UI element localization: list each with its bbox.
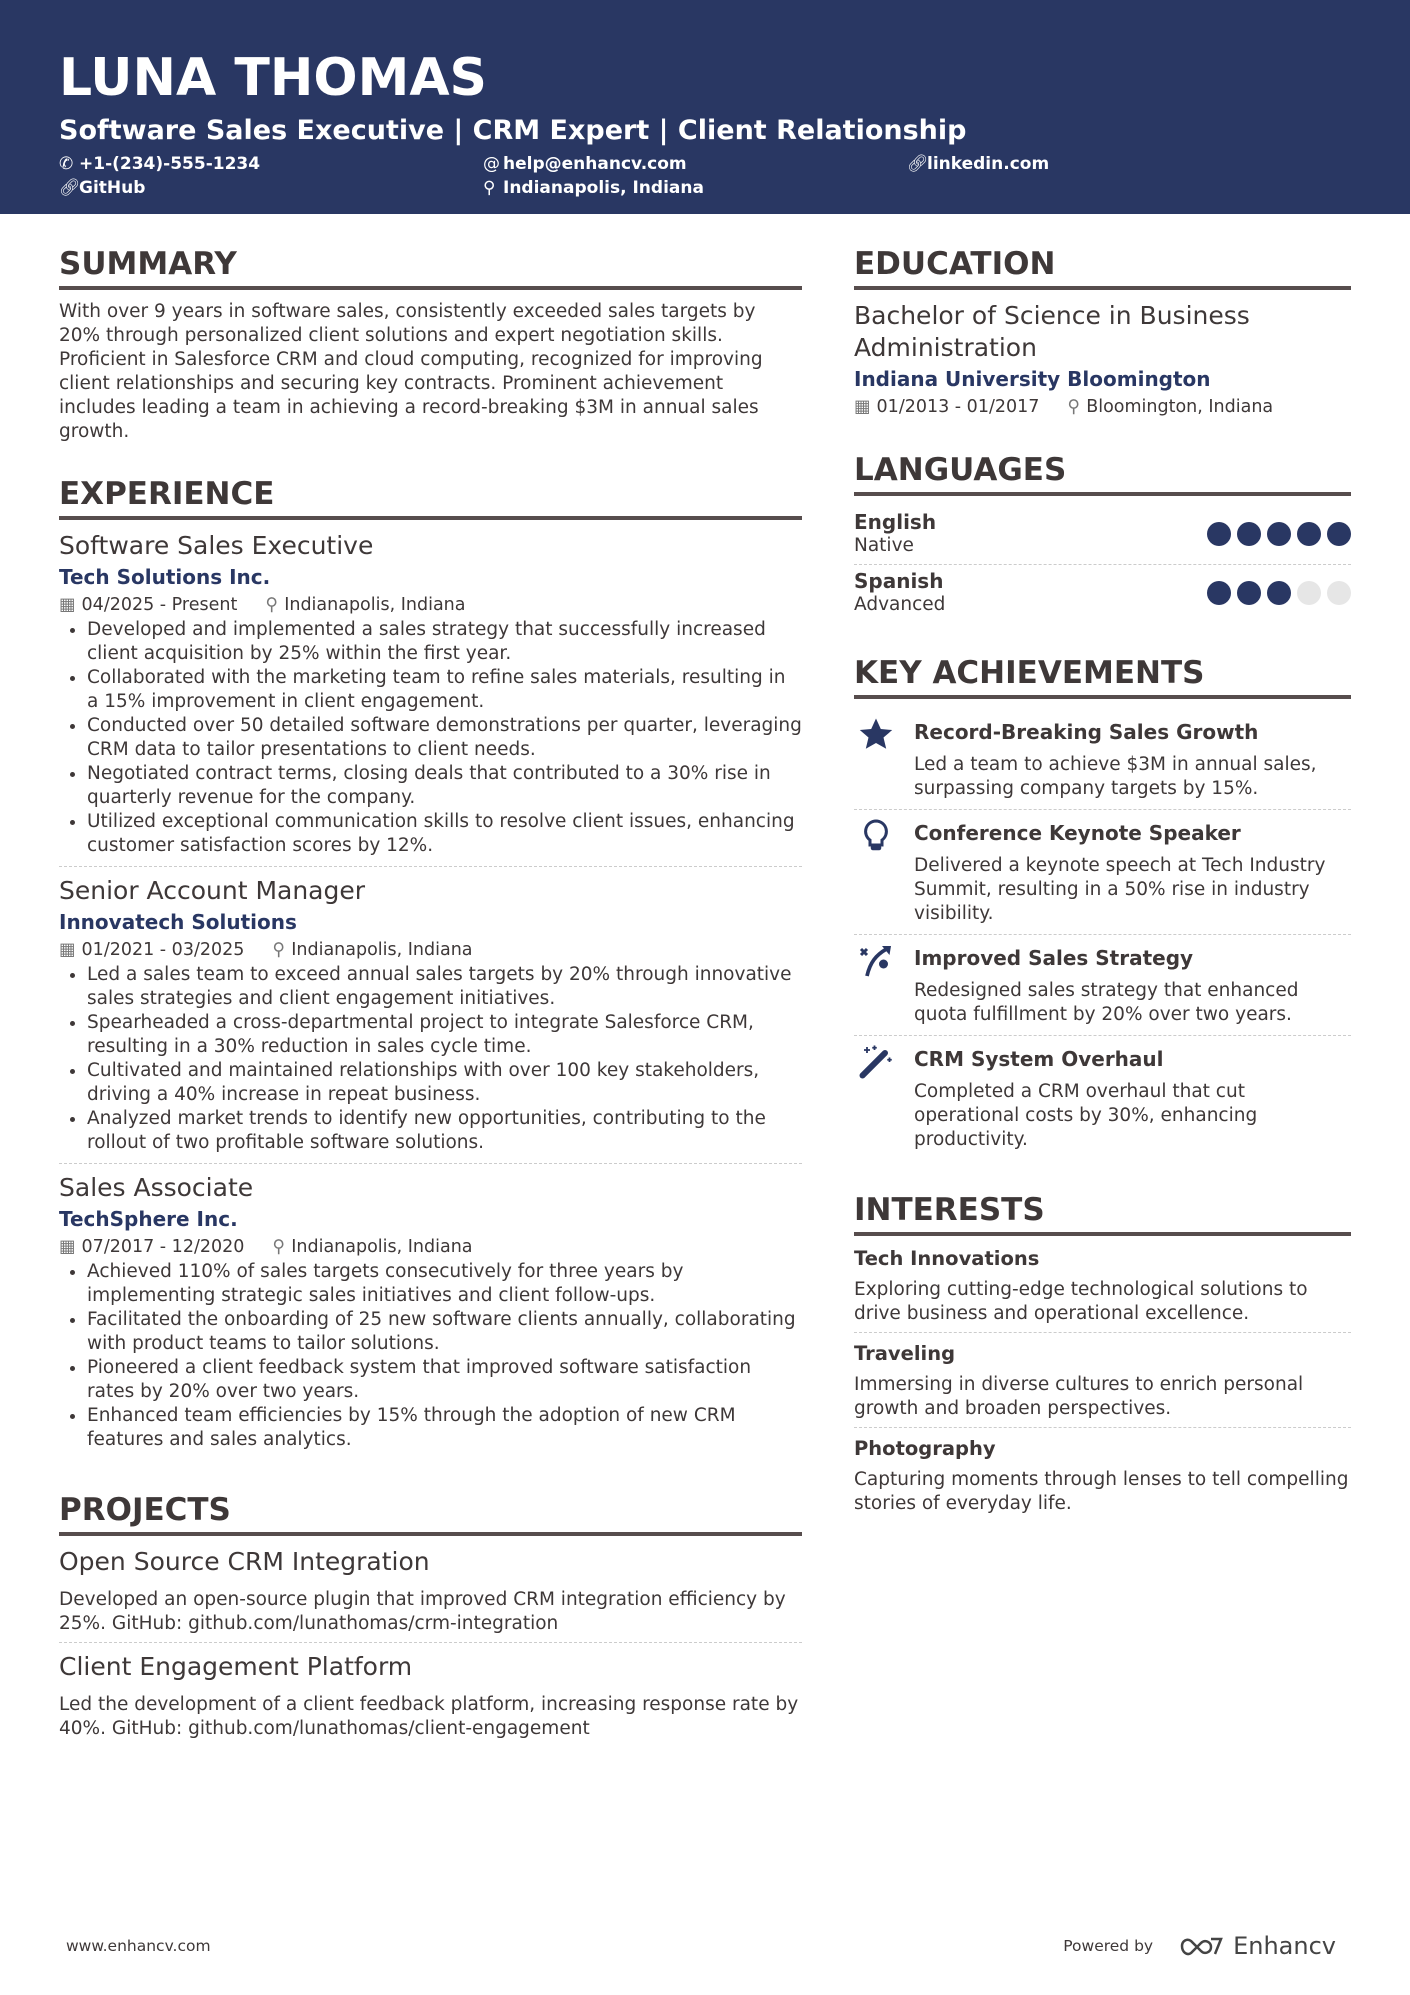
contact-list xyxy=(59,154,1351,198)
bullet-item: • Developed and implemented a sales strategy that successfully increased client acquisition by 25% within the first year. xyxy=(87,618,802,666)
achievement-title: Record-Breaking Sales Growth xyxy=(914,720,1259,744)
bullet-item: • Facilitated the onboarding of 25 new software clients annually, collaborating with product teams to tailor solutions. xyxy=(87,1308,802,1356)
enhancv-logo[interactable]: Enhancv xyxy=(1179,1932,1336,1960)
section-title: KEY ACHIEVEMENTS xyxy=(854,653,1351,699)
interest-description: Immersing in diverse cultures to enrich personal growth and broaden perspectives. xyxy=(854,1374,1304,1419)
school: Indiana University Bloomington xyxy=(854,367,1211,391)
rating-dot xyxy=(1297,522,1321,546)
languages-section xyxy=(854,450,1351,623)
achievement-description: Completed a CRM overhaul that cut operational costs by 30%, enhancing productivity. xyxy=(914,1081,1258,1150)
bullet-list xyxy=(87,1260,802,1452)
location-icon: ⚲ xyxy=(1067,397,1081,417)
bullet-item: • Cultivated and maintained relationships with over 100 key stakeholders, driving a 40% increase in repeat business. xyxy=(87,1059,802,1107)
experience-item xyxy=(59,1172,802,1460)
strategy-icon xyxy=(854,943,914,1027)
website-link[interactable]: www.enhancv.com xyxy=(66,1937,211,1955)
rating-dot xyxy=(1297,581,1321,605)
location-icon: ⚲ xyxy=(272,940,286,960)
job-title: Software Sales Executive xyxy=(59,531,374,560)
experience-item xyxy=(59,530,802,867)
location-icon: ⚲ xyxy=(272,1237,286,1257)
language-item xyxy=(854,565,1351,623)
language-item xyxy=(854,506,1351,565)
job-title: Senior Account Manager xyxy=(59,876,366,905)
bullet-item: • Negotiated contract terms, closing deals that contributed to a 30% rise in quarterly revenue for the company. xyxy=(87,762,802,810)
resume-header xyxy=(0,0,1410,214)
candidate-name: LUNA THOMAS xyxy=(59,48,488,108)
summary-text: With over 9 years in software sales, consistently exceeded sales targets by 20% through personalized client solutions and expert negotiation skills. Proficient in Salesforce CRM and cloud computing, recognized for improving client relationships and securing key contracts. Prominent achievement includes leading a team in achieving a record-breaking $3M in annual sales growth. xyxy=(59,301,763,442)
achievement-title: CRM System Overhaul xyxy=(914,1047,1164,1071)
company-name: Tech Solutions Inc. xyxy=(59,565,271,589)
bullet-item: • Conducted over 50 detailed software demonstrations per quarter, leveraging CRM data to tailor presentations to client needs. xyxy=(87,714,802,762)
contact-phone[interactable]: ✆ +1-(234)-555-1234 xyxy=(59,154,261,174)
education-section xyxy=(854,244,1351,420)
language-name: English xyxy=(854,510,937,534)
contact-location: ⚲ Indianapolis, Indiana xyxy=(483,178,704,198)
interest-title: Traveling xyxy=(854,1342,956,1365)
language-name: Spanish xyxy=(854,569,944,593)
education-meta: ▦ 01/2013 - 01/2017 ⚲ Bloomington, Indiana xyxy=(854,397,1274,417)
language-rating xyxy=(1207,581,1351,605)
at-icon: @ xyxy=(483,154,500,174)
achievement-title: Conference Keynote Speaker xyxy=(914,821,1241,845)
job-meta: ▦ 07/2017 - 12/2020 ⚲ Indianapolis, Indiana xyxy=(59,1237,473,1257)
achievement-item xyxy=(854,1036,1351,1160)
interest-description: Capturing moments through lenses to tell compelling stories of everyday life. xyxy=(854,1469,1349,1514)
rating-dot xyxy=(1267,522,1291,546)
language-text xyxy=(854,569,945,617)
calendar-icon: ▦ xyxy=(59,1237,76,1257)
enhancv-logo-icon xyxy=(1179,1935,1225,1957)
rating-dot xyxy=(1237,581,1261,605)
rating-dot xyxy=(1207,581,1231,605)
calendar-icon: ▦ xyxy=(59,940,76,960)
rating-dot xyxy=(1327,581,1351,605)
bullet-item: • Pioneered a client feedback system that improved software satisfaction rates by 20% over two years. xyxy=(87,1356,802,1404)
rating-dot xyxy=(1237,522,1261,546)
location-icon: ⚲ xyxy=(483,178,496,198)
job-meta: ▦ 01/2021 - 03/2025 ⚲ Indianapolis, Indiana xyxy=(59,940,473,960)
rating-dot xyxy=(1327,522,1351,546)
achievement-description: Led a team to achieve $3M in annual sales, surpassing company targets by 15%. xyxy=(914,754,1317,799)
experience-section xyxy=(59,474,802,1460)
language-rating xyxy=(1207,522,1351,546)
summary-section xyxy=(59,244,802,444)
rating-dot xyxy=(1207,522,1231,546)
language-text xyxy=(854,510,936,558)
interest-description: Exploring cutting-edge technological solutions to drive business and operational excellence. xyxy=(854,1279,1308,1324)
bullet-list xyxy=(87,618,802,858)
project-title: Client Engagement Platform xyxy=(59,1652,413,1681)
section-title: INTERESTS xyxy=(854,1190,1351,1236)
achievement-description: Delivered a keynote speech at Tech Industry Summit, resulting in a 50% rise in industry visibility. xyxy=(914,855,1326,924)
experience-item xyxy=(59,875,802,1164)
phone-icon: ✆ xyxy=(59,154,74,174)
powered-by: Powered by xyxy=(1063,1937,1154,1955)
achievement-title: Improved Sales Strategy xyxy=(914,946,1194,970)
contact-email[interactable]: @ help@enhancv.com xyxy=(483,154,687,174)
contact-github[interactable]: 🔗︎GitHub xyxy=(59,178,146,198)
projects-section xyxy=(59,1490,802,1747)
interest-title: Tech Innovations xyxy=(854,1247,1040,1270)
bullet-item: • Collaborated with the marketing team to refine sales materials, resulting in a 15% improvement in client engagement. xyxy=(87,666,802,714)
calendar-icon: ▦ xyxy=(854,397,871,417)
bullet-item: • Utilized exceptional communication skills to resolve client issues, enhancing customer satisfaction scores by 12%. xyxy=(87,810,802,858)
left-column xyxy=(59,244,802,1777)
achievements-section xyxy=(854,653,1351,1160)
job-title: Sales Associate xyxy=(59,1173,254,1202)
location-icon: ⚲ xyxy=(265,595,279,615)
contact-linkedin[interactable]: 🔗︎linkedin.com xyxy=(907,154,1050,174)
interest-item xyxy=(854,1337,1351,1428)
magic-wand-icon xyxy=(854,1044,914,1152)
section-title: LANGUAGES xyxy=(854,450,1351,496)
bullet-item: • Led a sales team to exceed annual sales targets by 20% through innovative sales strategies and client engagement initiatives. xyxy=(87,963,802,1011)
project-description: Led the development of a client feedback platform, increasing response rate by 40%. GitHub: github.com/lunathomas/client-engagement xyxy=(59,1694,799,1739)
job-meta: ▦ 04/2025 - Present ⚲ Indianapolis, Indiana xyxy=(59,595,466,615)
language-level: Native xyxy=(854,535,914,556)
section-title: EDUCATION xyxy=(854,244,1351,290)
achievement-description: Redesigned sales strategy that enhanced quota fulfillment by 20% over two years. xyxy=(914,980,1299,1025)
achievement-content xyxy=(914,943,1351,1027)
link-icon: 🔗︎ xyxy=(907,154,929,174)
right-column xyxy=(854,244,1351,1552)
interest-title: Photography xyxy=(854,1437,996,1460)
company-name: TechSphere Inc. xyxy=(59,1207,238,1231)
achievement-content xyxy=(914,717,1351,801)
lightbulb-icon xyxy=(854,818,914,926)
link-icon: 🔗︎ xyxy=(59,178,81,198)
footer xyxy=(66,1932,1336,1960)
project-item xyxy=(59,1651,802,1747)
bullet-item: • Enhanced team efficiencies by 15% through the adoption of new CRM features and sales analytics. xyxy=(87,1404,802,1452)
interest-item xyxy=(854,1432,1351,1522)
degree: Bachelor of Science in Business Administration xyxy=(854,301,1250,362)
bullet-item: • Spearheaded a cross-departmental project to integrate Salesforce CRM, resulting in a 30% reduction in sales cycle time. xyxy=(87,1011,802,1059)
candidate-title: Software Sales Executive | CRM Expert | Client Relationship xyxy=(59,115,967,146)
section-title: EXPERIENCE xyxy=(59,474,802,520)
achievement-content xyxy=(914,1044,1351,1152)
language-level: Advanced xyxy=(854,594,946,615)
achievement-item xyxy=(854,709,1351,810)
rating-dot xyxy=(1267,581,1291,605)
star-icon xyxy=(854,717,914,801)
achievement-item xyxy=(854,935,1351,1036)
interest-item xyxy=(854,1242,1351,1333)
section-title: SUMMARY xyxy=(59,244,802,290)
bullet-list xyxy=(87,963,802,1155)
interests-section xyxy=(854,1190,1351,1522)
calendar-icon: ▦ xyxy=(59,595,76,615)
bullet-item: • Analyzed market trends to identify new opportunities, contributing to the rollout of two profitable software solutions. xyxy=(87,1107,802,1155)
company-name: Innovatech Solutions xyxy=(59,910,297,934)
project-item xyxy=(59,1546,802,1643)
project-title: Open Source CRM Integration xyxy=(59,1547,430,1576)
section-title: PROJECTS xyxy=(59,1490,802,1536)
project-description: Developed an open-source plugin that improved CRM integration efficiency by 25%. GitHub: github.com/lunathomas/crm-integration xyxy=(59,1589,786,1634)
achievement-item xyxy=(854,810,1351,935)
bullet-item: • Achieved 110% of sales targets consecutively for three years by implementing strategic sales initiatives and client follow-ups. xyxy=(87,1260,802,1308)
achievement-content xyxy=(914,818,1351,926)
